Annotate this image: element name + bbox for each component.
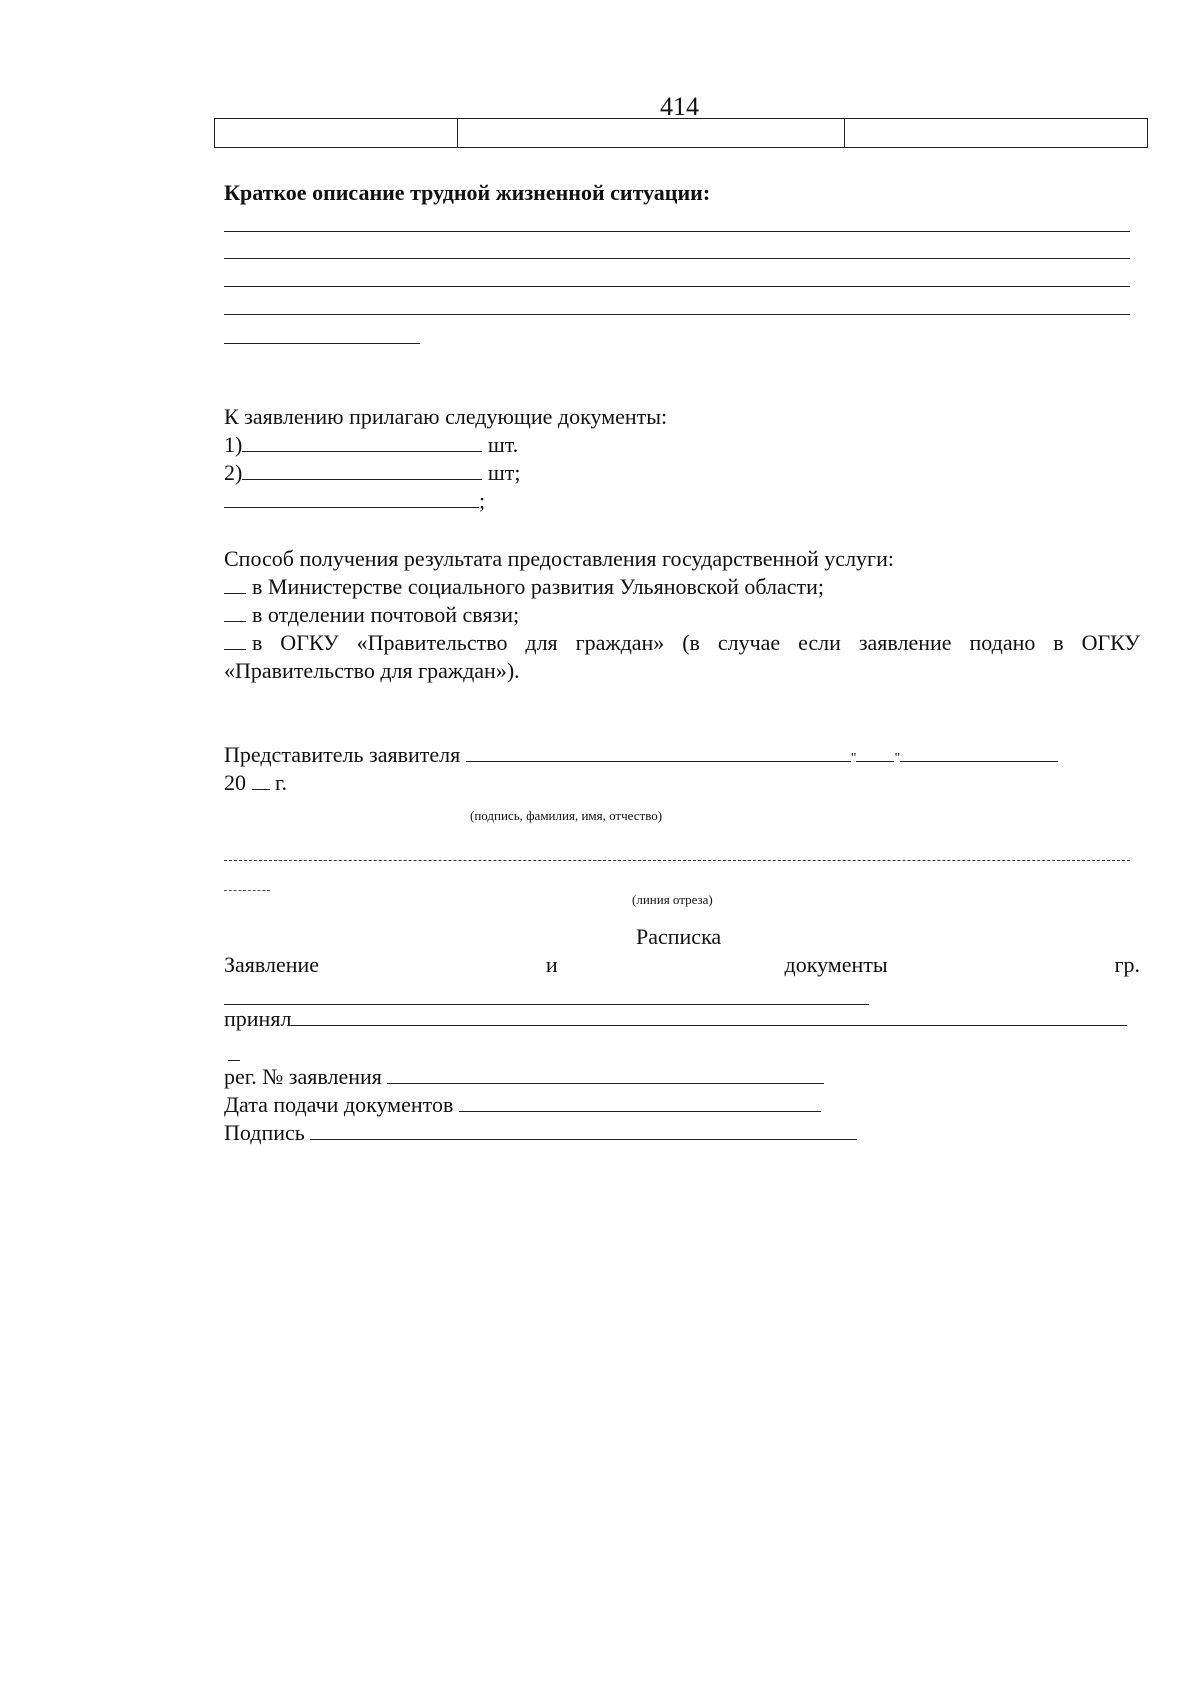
- signature-label: Подпись: [224, 1120, 305, 1145]
- submission-date-field[interactable]: [459, 1093, 821, 1112]
- option-label: в Министерстве социального развития Ульяновской области;: [252, 574, 824, 599]
- cut-line: [224, 860, 1130, 861]
- receipt-word: документы: [784, 952, 888, 977]
- table-row: [215, 119, 1148, 148]
- representative-caption: (подпись, фамилия, имя, отчество): [470, 808, 663, 823]
- attachment-item-1: [224, 432, 518, 458]
- representative-label: Представитель заявителя: [224, 742, 461, 767]
- receipt-statement: [224, 952, 1140, 978]
- option-checkbox[interactable]: [224, 603, 246, 622]
- citizen-name-field[interactable]: [224, 1004, 869, 1005]
- table-cell: [845, 119, 1148, 148]
- situation-line-1[interactable]: [224, 231, 1130, 232]
- quote-close: ": [894, 751, 901, 766]
- representative-year: [224, 770, 287, 796]
- submission-date-line: [224, 1092, 821, 1118]
- month-field[interactable]: [900, 743, 1058, 762]
- attachment-end: ;: [479, 488, 486, 513]
- reg-number-label: рег. № заявления: [224, 1064, 382, 1089]
- attachment-number: 2): [224, 460, 243, 485]
- accepted-by-field[interactable]: [291, 1007, 1127, 1026]
- table-cell: [458, 119, 845, 148]
- delivery-option-ogku: [224, 630, 1140, 656]
- situation-heading: Краткое описание трудной жизненной ситуации:: [224, 180, 711, 205]
- option-label: в ОГКУ «Правительство для граждан» (в случае если заявление подано в ОГКУ: [252, 630, 1140, 655]
- representative-line: [224, 742, 1058, 772]
- delivery-option-post: [224, 602, 519, 628]
- delivery-option-ministry: [224, 574, 824, 600]
- table-cell: [215, 119, 458, 148]
- attachment-item-2: [224, 460, 521, 486]
- attachment-item-3: [224, 488, 485, 514]
- attachment-unit: шт.: [487, 432, 519, 457]
- header-table: [214, 118, 1148, 148]
- accepted-tail-line: [228, 1060, 240, 1061]
- attachment-number: 1): [224, 432, 243, 457]
- situation-line-3[interactable]: [224, 286, 1130, 287]
- delivery-option-ogku-cont: «Правительство для граждан»).: [224, 658, 520, 683]
- delivery-intro: Способ получения результата предоставления государственной услуги:: [224, 546, 894, 571]
- reg-number-field[interactable]: [387, 1065, 824, 1084]
- accepted-label: принял: [224, 1006, 292, 1031]
- option-checkbox[interactable]: [224, 631, 246, 650]
- attachment-unit: шт;: [487, 460, 521, 485]
- receipt-word: Заявление: [224, 952, 320, 977]
- situation-line-4[interactable]: [224, 314, 1130, 315]
- receipt-word: и: [545, 952, 558, 977]
- quote-open: ": [850, 751, 857, 766]
- attachment-field-2[interactable]: [242, 461, 482, 480]
- receipt-word: гр.: [1114, 952, 1140, 977]
- situation-line-5[interactable]: [224, 343, 420, 344]
- day-field[interactable]: [856, 743, 894, 762]
- cut-line-caption: (линия отреза): [632, 892, 713, 907]
- year-field[interactable]: [252, 771, 270, 790]
- signature-line: [224, 1120, 857, 1146]
- submission-date-label: Дата подачи документов: [224, 1092, 454, 1117]
- year-suffix: г.: [275, 770, 288, 795]
- page-number: 414: [660, 92, 699, 121]
- cut-line-tail: [224, 890, 270, 891]
- option-label: в отделении почтовой связи;: [252, 602, 520, 627]
- attachments-intro: К заявлению прилагаю следующие документы:: [224, 404, 668, 429]
- year-prefix: 20: [224, 770, 246, 795]
- attachment-field-3[interactable]: [224, 489, 479, 508]
- situation-line-2[interactable]: [224, 258, 1130, 259]
- accepted-line: [224, 1006, 1127, 1032]
- attachment-field-1[interactable]: [242, 433, 482, 452]
- signature-field[interactable]: [310, 1121, 857, 1140]
- receipt-title: Расписка: [636, 924, 722, 949]
- reg-number-line: [224, 1064, 824, 1090]
- option-checkbox[interactable]: [224, 575, 246, 594]
- representative-signature-field[interactable]: [466, 743, 851, 762]
